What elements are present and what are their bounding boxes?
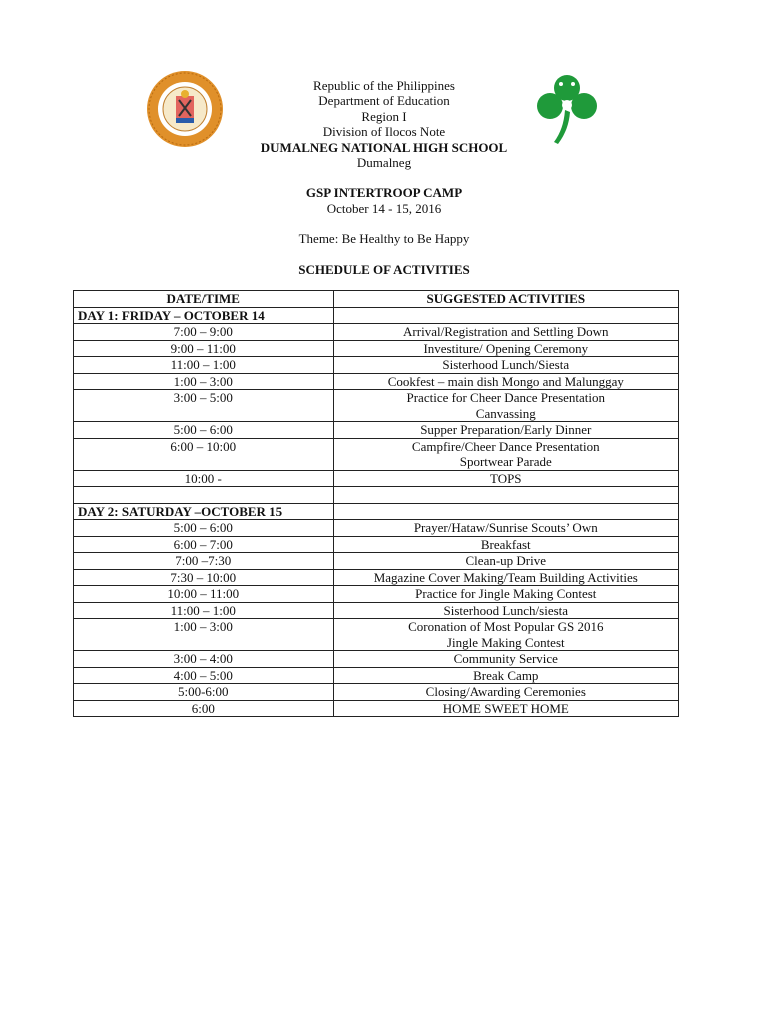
activity-cell (333, 324, 678, 341)
schedule-title: SCHEDULE OF ACTIVITIES (298, 261, 470, 277)
activity-text-line2: Sportwear Parade (459, 454, 552, 469)
activity-cell (333, 422, 678, 439)
table-row (74, 553, 679, 570)
time-cell: 1:00 – 3:00 (74, 373, 334, 390)
time-cell: 6:00 (74, 700, 334, 717)
activity-cell (333, 619, 678, 651)
table-row (74, 700, 679, 717)
day1-label: DAY 1: FRIDAY – OCTOBER 14 (74, 307, 334, 324)
table-row (74, 536, 679, 553)
activity-text: Arrival/Registration and Settling Down (403, 324, 609, 339)
activity-text: Coronation of Most Popular GS 2016 (408, 619, 604, 634)
activity-cell (333, 684, 678, 701)
table-row (74, 438, 679, 470)
activity-cell (333, 357, 678, 374)
activity-text: Breakfast (480, 536, 531, 552)
activity-text: Prayer/Hataw/Sunrise Scouts’ Own (413, 520, 598, 535)
time-cell: 6:00 – 7:00 (74, 536, 334, 553)
activity-cell (333, 569, 678, 586)
activity-cell (333, 553, 678, 570)
activity-text: Practice for Jingle Making Contest (415, 586, 597, 601)
time-cell: 3:00 – 4:00 (74, 651, 334, 668)
table-row (74, 422, 679, 439)
activity-text: Investiture/ Opening Ceremony (423, 340, 589, 356)
time-cell: 7:00 –7:30 (74, 553, 334, 570)
time-cell: 1:00 – 3:00 (74, 619, 334, 651)
activity-text-line2: Jingle Making Contest (446, 634, 565, 650)
activity-cell (333, 586, 678, 603)
activity-text: Magazine Cover Making/Team Building Activities (373, 569, 638, 585)
activity-text: Community Service (453, 651, 558, 666)
day1-body (74, 324, 679, 487)
time-cell: 9:00 – 11:00 (74, 340, 334, 357)
day2-body (74, 520, 679, 717)
school-name: DUMALNEG NATIONAL HIGH SCHOOL (260, 139, 508, 155)
event-title: GSP INTERTROOP CAMP (305, 185, 463, 201)
time-cell: 11:00 – 1:00 (74, 602, 334, 619)
table-row (74, 602, 679, 619)
activity-cell (333, 470, 678, 487)
time-cell: 7:00 – 9:00 (74, 324, 334, 341)
time-cell: 5:00 – 6:00 (74, 520, 334, 537)
time-cell: 10:00 – 11:00 (74, 586, 334, 603)
activity-text: Break Camp (473, 667, 539, 683)
table-row (74, 569, 679, 586)
header-region: Region I (361, 108, 407, 124)
time-cell: 11:00 – 1:00 (74, 357, 334, 374)
activity-text: HOME SWEET HOME (442, 700, 569, 716)
day2-row (74, 503, 679, 520)
time-cell: 4:00 – 5:00 (74, 667, 334, 684)
activity-cell (333, 340, 678, 357)
table-row (74, 667, 679, 684)
table-row (74, 651, 679, 668)
time-cell: 5:00-6:00 (74, 684, 334, 701)
activity-cell (333, 602, 678, 619)
col-header-activity: SUGGESTED ACTIVITIES (333, 291, 678, 308)
activity-cell (333, 667, 678, 684)
activity-cell (333, 438, 678, 470)
activity-cell (333, 520, 678, 537)
schedule-table (73, 290, 679, 717)
table-row (74, 373, 679, 390)
table-row (74, 520, 679, 537)
activity-text: Clean-up Drive (465, 553, 547, 568)
spacer-row (74, 487, 679, 504)
time-cell: 3:00 – 5:00 (74, 390, 334, 422)
activity-text: Supper Preparation/Early Dinner (420, 422, 592, 437)
activity-cell (333, 373, 678, 390)
school-town: Dumalneg (356, 155, 412, 171)
day2-label: DAY 2: SATURDAY –OCTOBER 15 (74, 503, 334, 520)
table-row (74, 684, 679, 701)
activity-cell (333, 390, 678, 422)
event-dates: October 14 - 15, 2016 (326, 200, 442, 216)
time-cell: 6:00 – 10:00 (74, 438, 334, 470)
table-header-row (74, 291, 679, 308)
table-row (74, 390, 679, 422)
activity-text: Practice for Cheer Dance Presentation (406, 390, 606, 405)
activity-cell (333, 651, 678, 668)
activity-text: Campfire/Cheer Dance Presentation (411, 438, 600, 454)
time-cell: 10:00 - (74, 470, 334, 487)
day1-row (74, 307, 679, 324)
activity-text: Cookfest – main dish Mongo and Malunggay (387, 373, 624, 389)
header-republic: Republic of the Philippines (313, 78, 455, 93)
activity-text: Sisterhood Lunch/Siesta (442, 357, 570, 372)
activity-text-line2: Canvassing (475, 405, 536, 421)
table-row (74, 586, 679, 603)
table-row (74, 357, 679, 374)
document-header (0, 78, 768, 277)
table-row (74, 619, 679, 651)
activity-cell (333, 536, 678, 553)
activity-text: TOPS (489, 470, 522, 486)
table-row (74, 340, 679, 357)
activity-text: Closing/Awarding Ceremonies (425, 684, 586, 699)
time-cell: 7:30 – 10:00 (74, 569, 334, 586)
time-cell: 5:00 – 6:00 (74, 422, 334, 439)
event-theme: Theme: Be Healthy to Be Happy (298, 231, 470, 247)
header-division: Division of Ilocos Note (322, 124, 446, 140)
activity-text: Sisterhood Lunch/siesta (443, 602, 569, 618)
activity-cell (333, 700, 678, 717)
col-header-time: DATE/TIME (74, 291, 334, 308)
header-department: Department of Education (318, 93, 450, 109)
table-row (74, 324, 679, 341)
table-row (74, 470, 679, 487)
